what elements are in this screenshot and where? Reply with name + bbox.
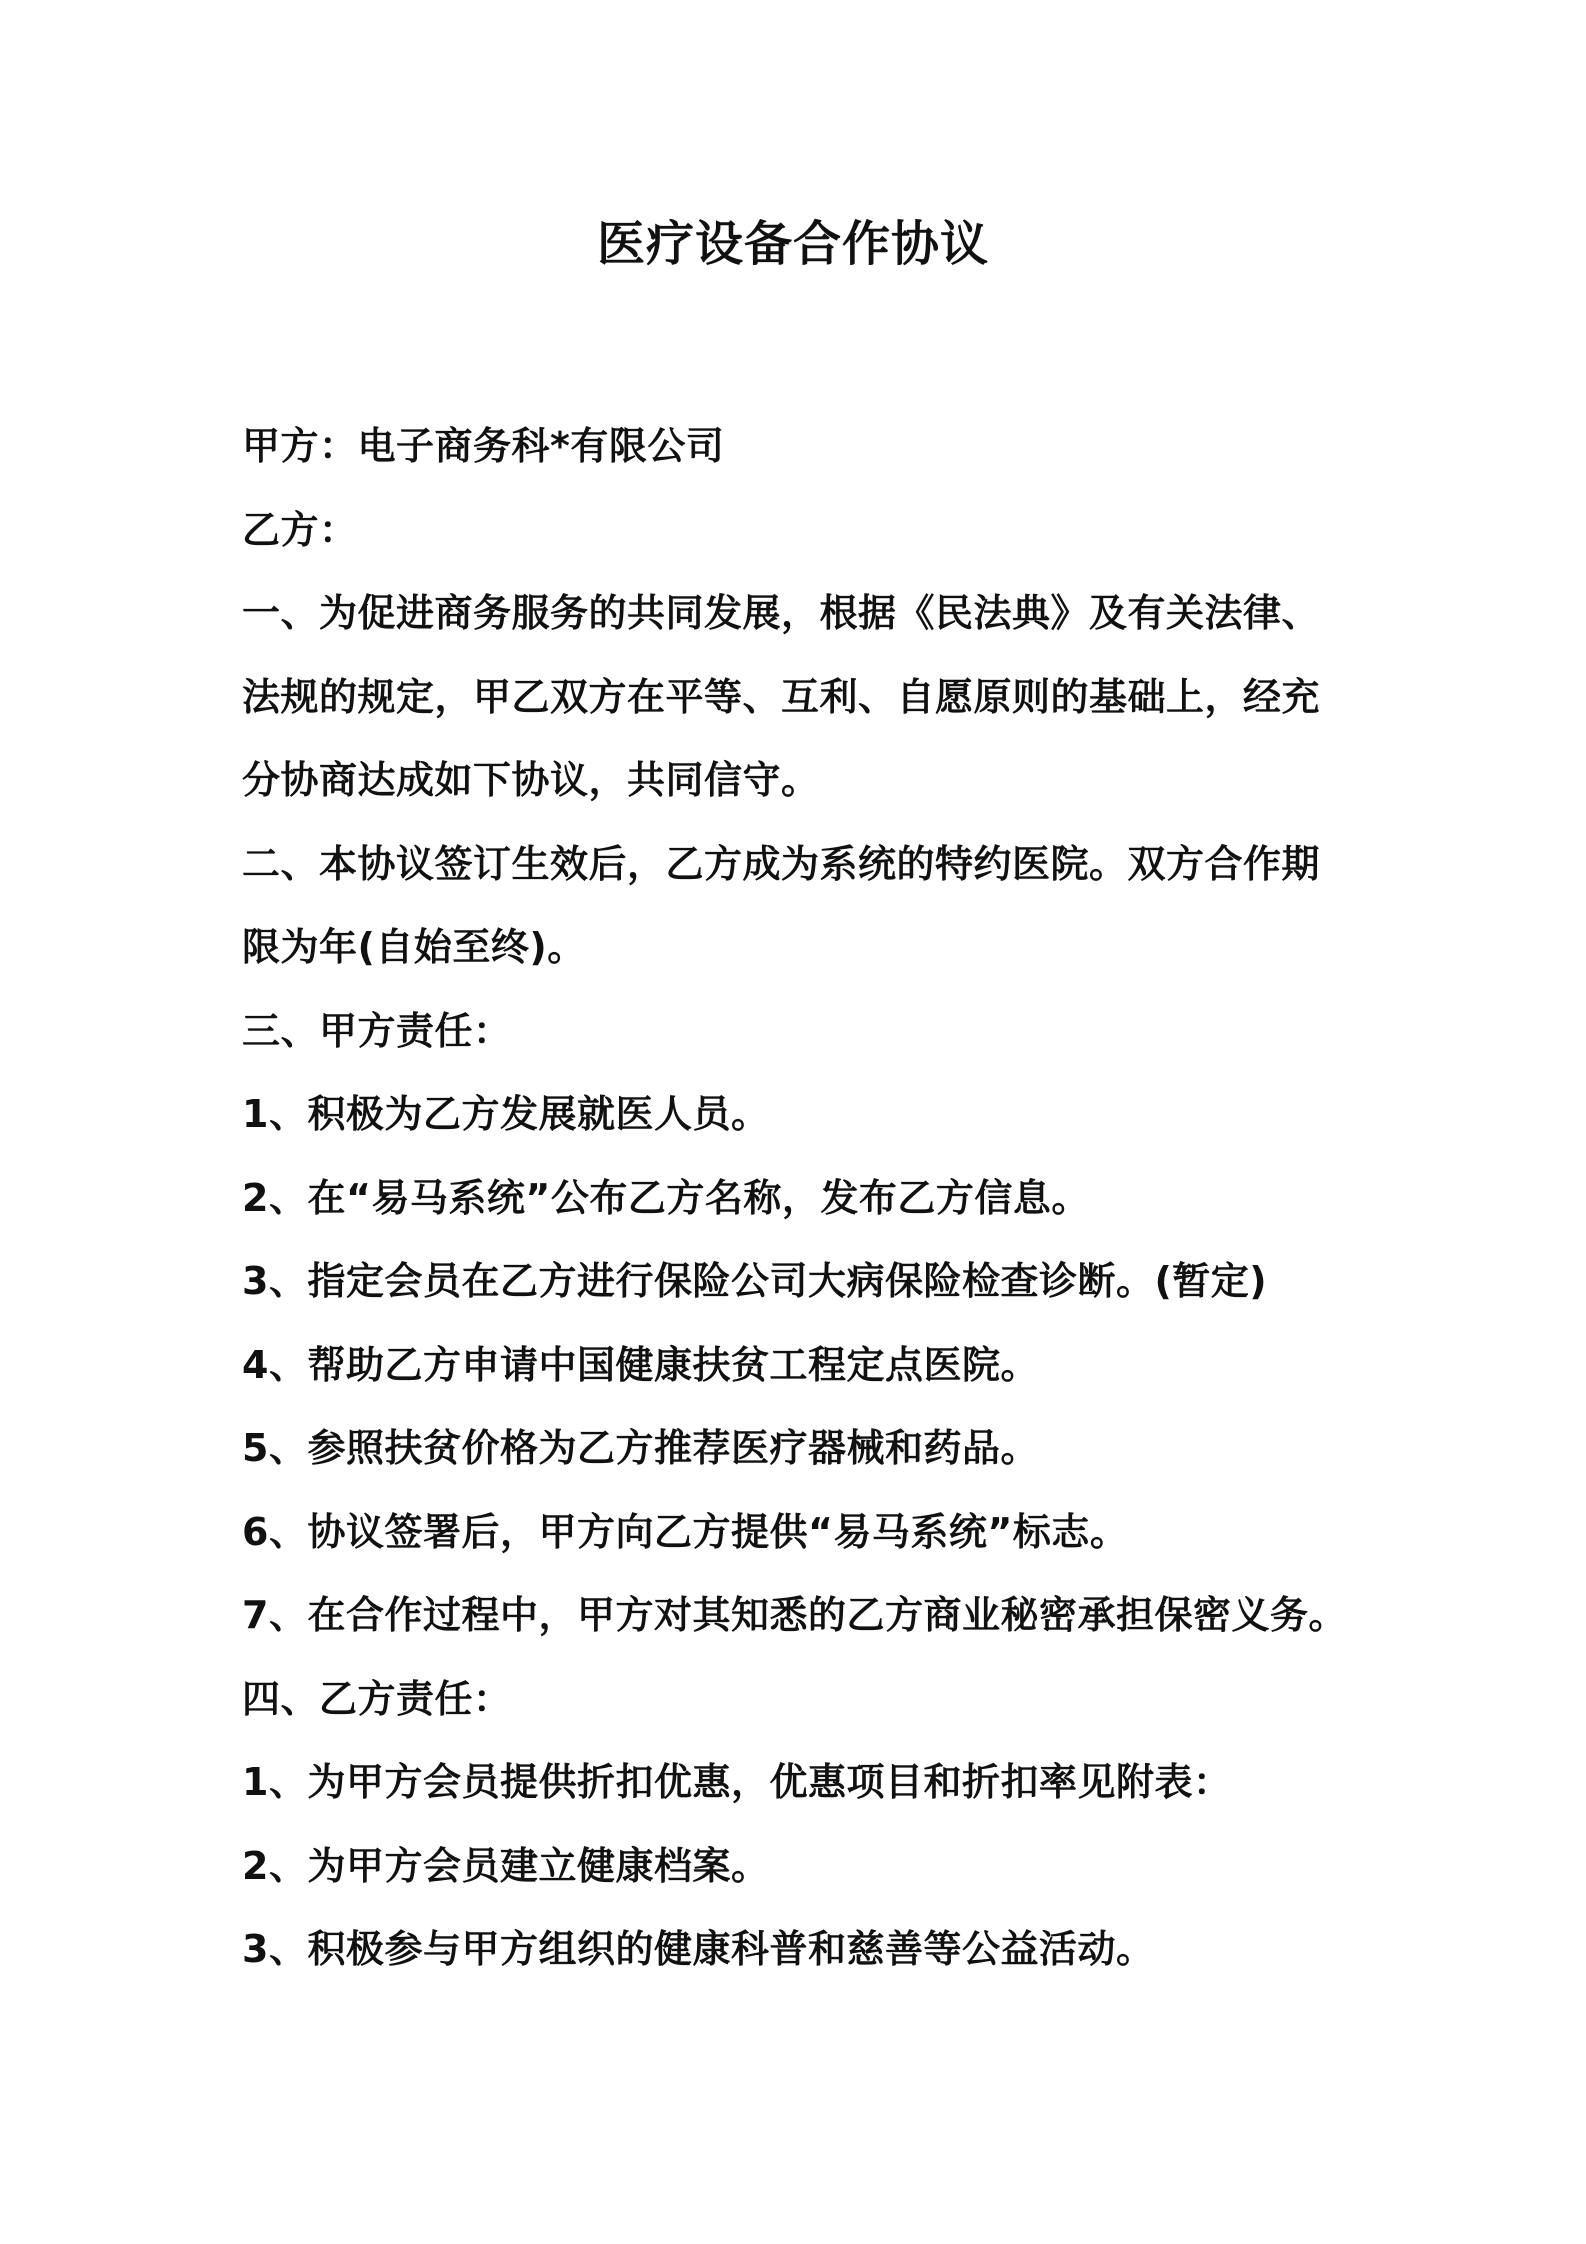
party-a-line: 甲方：电子商务科*有限公司 (242, 424, 725, 468)
clause-2-line-2: 限为年(自始至终)。 (242, 925, 586, 969)
party-b-line: 乙方： (242, 507, 358, 552)
clause-3-item-1: 1、积极为乙方发展就医人员。 (242, 1092, 770, 1136)
clause-1-line-1: 一、为促进商务服务的共同发展，根据《民法典》及有关法律、 (242, 591, 1321, 635)
document-title: 医疗设备合作协议 (596, 216, 989, 272)
clause-4-item-3: 3、积极参与甲方组织的健康科普和慈善等公益活动。 (242, 1927, 1155, 1971)
clause-3-item-4: 4、帮助乙方申请中国健康扶贫工程定点医院。 (242, 1342, 1039, 1387)
clause-4-item-1: 1、为甲方会员提供折扣优惠，优惠项目和折扣率见附表： (242, 1760, 1232, 1804)
clause-4-heading: 四、乙方责任： (242, 1676, 512, 1721)
clause-2-line-1: 二、本协议签订生效后，乙方成为系统的特约医院。双方合作期 (242, 841, 1321, 886)
clause-1-line-2: 法规的规定，甲乙双方在平等、互利、自愿原则的基础上，经充 (242, 674, 1321, 719)
clause-3-item-3: 3、指定会员在乙方进行保险公司大病保险检查诊断。(暂定) (242, 1259, 1268, 1303)
clause-3-item-6: 6、协议签署后，甲方向乙方提供“易马系统”标志。 (242, 1509, 1129, 1554)
clause-4-item-2: 2、为甲方会员建立健康档案。 (242, 1843, 770, 1888)
clause-3-item-5: 5、参照扶贫价格为乙方推荐医疗器械和药品。 (242, 1426, 1039, 1470)
clause-3-item-7: 7、在合作过程中，甲方对其知悉的乙方商业秘密承担保密义务。 (242, 1593, 1347, 1637)
clause-1-line-3: 分协商达成如下协议，共同信守。 (242, 758, 820, 802)
document-body (242, 405, 1402, 1992)
clause-3-heading: 三、甲方责任： (242, 1008, 512, 1053)
clause-3-item-2: 2、在“易马系统”公布乙方名称，发布乙方信息。 (242, 1175, 1090, 1220)
